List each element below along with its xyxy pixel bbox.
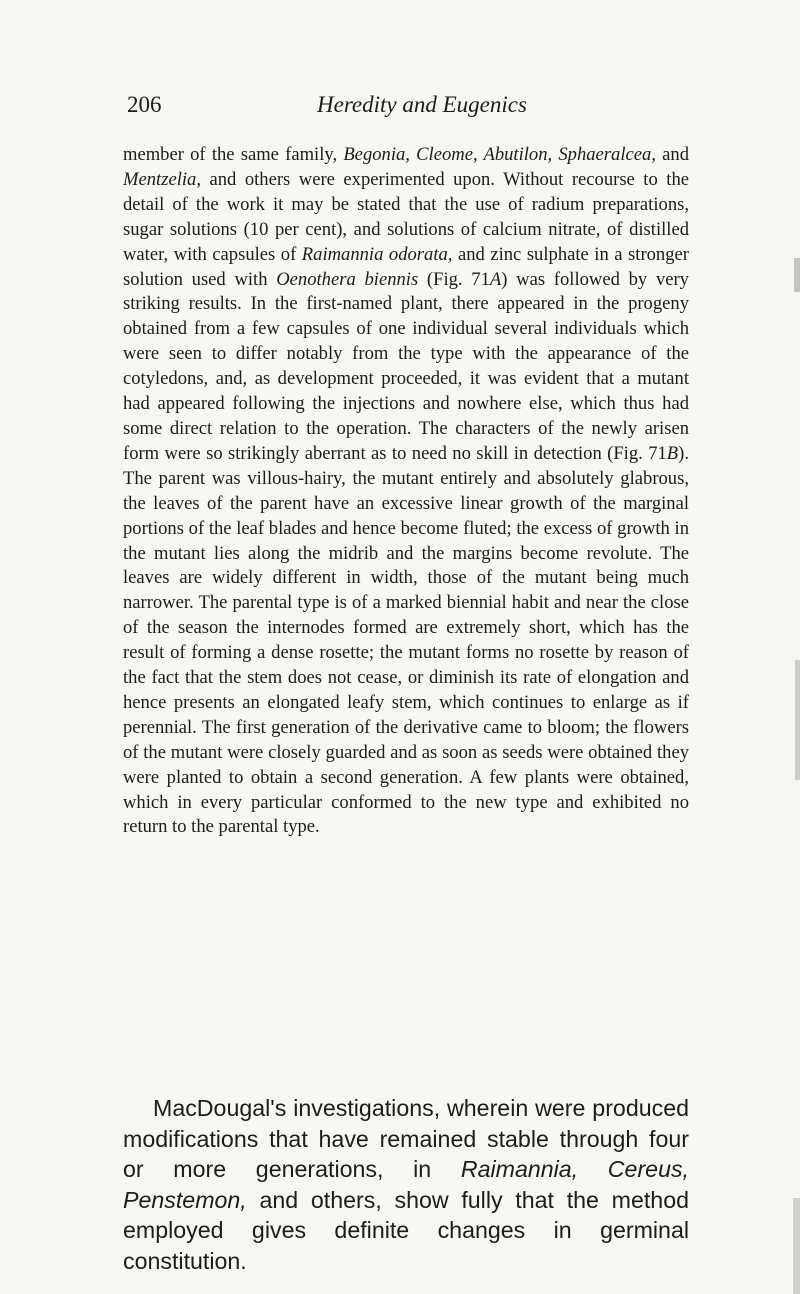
italic-run: A (489, 268, 502, 290)
italic-run: Raimannia, Cereus, Penstemon, (123, 1156, 689, 1213)
text-run: ) was followed by very striking results. In the first-named plant, there appeared in the progeny obtained from a few capsules of one individual several individuals which were seen to differ notably from the type with the appearance of the cotyledons, and, as development proceeded, it was evident that a mutant had appeared following the injections and nowhere else, which thus had some direct relation to the operation. The characters of the newly arisen form were so strikingly aberrant as to need no skill in detection (Fig. 71 (123, 268, 689, 464)
running-head (127, 92, 687, 122)
running-title: Heredity and Eugenics (317, 92, 527, 117)
text-run: ). The parent was villous-hairy, the mutant entirely and absolutely glabrous, the leaves of the parent have an excessive linear growth of the marginal portions of the leaf blades and hence become fluted; the excess of growth in the mutant lies along the midrib and the margins become revolute. The leaves are widely different in width, those of the mutant being much narrower. The parental type is of a marked biennial habit and near the close of the season the internodes formed are extremely short, which has the result of forming a dense rosette; the mutant forms no rosette by reason of the fact that the stem does not cease, or diminish its rate of elongation and hence presents an elongated leafy stem, which continues to enlarge as if perennial. The first generation of the derivative came to bloom; the flowers of the mutant were closely guarded and as soon as seeds were obtained they were planted to obtain a second generation. A few plants were obtained, which in every particular conformed to the new type and exhibited no return to the parental type. (123, 442, 689, 838)
italic-run: B (666, 442, 679, 464)
body-text (123, 143, 689, 840)
text-run: and (655, 144, 690, 165)
body-paragraph (123, 143, 689, 840)
scan-edge-mark (795, 660, 800, 780)
italic-run: Begonia, Cleome, Abutilon, Sphaeralcea, (343, 144, 656, 165)
text-run: and others, show fully that the method employed gives definite changes in germinal constitution. (123, 1186, 689, 1274)
scan-edge-mark (794, 258, 800, 292)
summary-text (123, 1093, 689, 1276)
scan-edge-mark (793, 1198, 800, 1294)
text-run: MacDougal's investigations, wherein were produced modifications that have remained stable through four or more generations, in (123, 1095, 689, 1182)
page-number: 206 (127, 92, 162, 117)
text-run: (Fig. 71 (418, 268, 490, 290)
italic-run: Raimannia odorata, (301, 243, 453, 265)
italic-run: Oenothera biennis (276, 268, 419, 290)
text-run: member of the same family, (123, 144, 344, 165)
text-run: and zinc sulphate in a stronger solution used with (123, 243, 689, 290)
summary-paragraph (123, 1093, 689, 1276)
text-run: and others were experimented upon. Without recourse to the detail of the work it may be stated that the use of radium preparations, sugar solutions (10 per cent), and solutions of calcium nitrate, of distilled water, with capsules of (123, 168, 689, 265)
italic-run: Mentzelia, (123, 168, 201, 190)
